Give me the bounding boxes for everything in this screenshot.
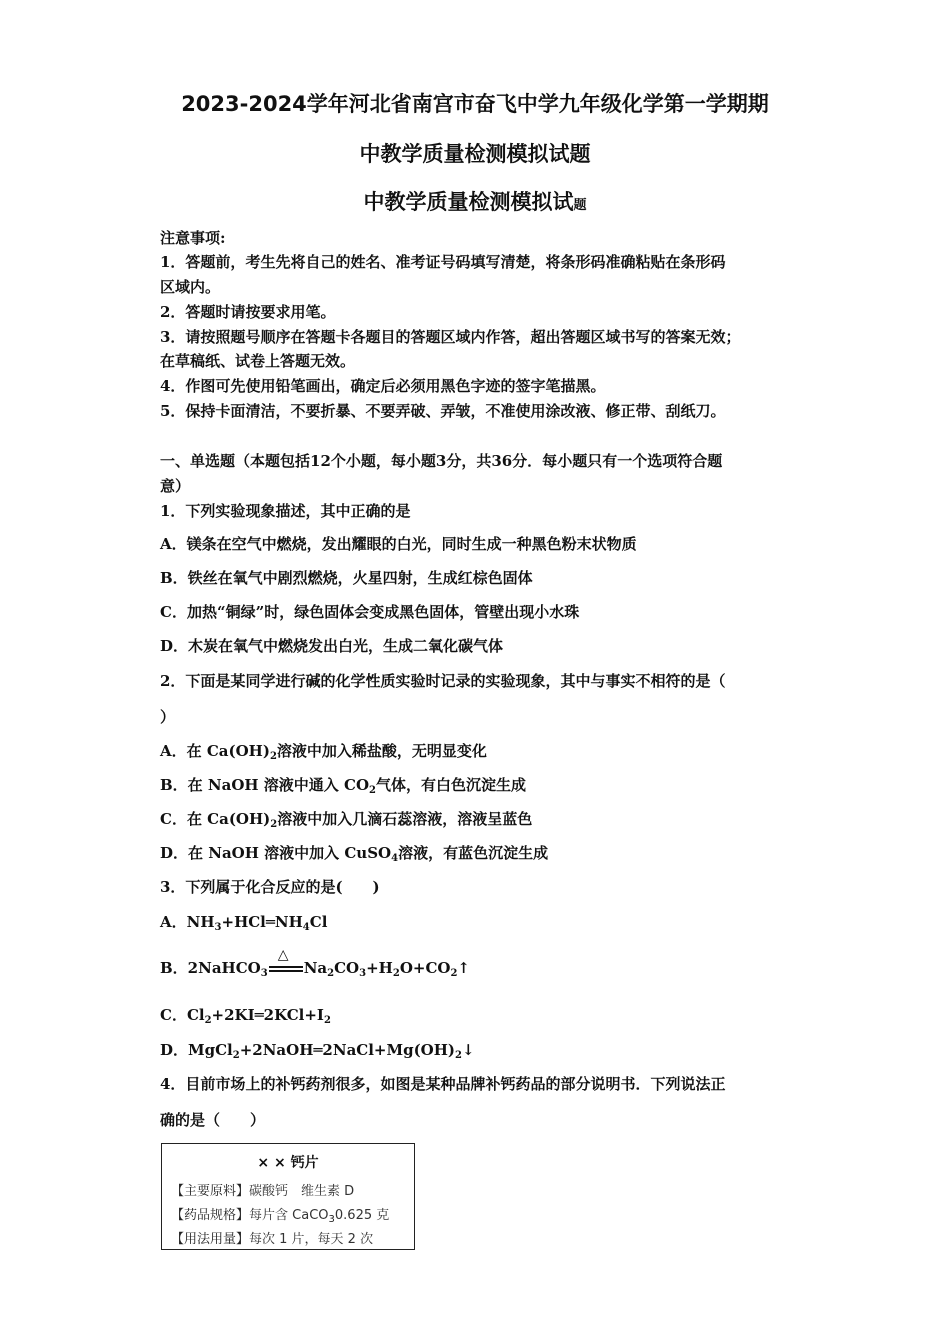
q3-c-s1: 2 xyxy=(204,1015,212,1026)
label-row-dosage xyxy=(171,1228,373,1247)
q3-a-3: Cl xyxy=(309,913,328,931)
q3-b-5: O+CO xyxy=(399,959,451,977)
q1-option-b: B．铁丝在氧气中剧烈燃烧，火星四射，生成红棕色固体 xyxy=(160,569,533,587)
label-row1-value: 碳酸钙 维生素 D xyxy=(249,1184,355,1199)
q2-c-post: 溶液中加入几滴石蕊溶液，溶液呈蓝色 xyxy=(277,810,533,828)
q3-d-2: +2NaOH═2NaCl+Mg(OH) xyxy=(239,1041,456,1059)
q2-option-b xyxy=(160,775,526,795)
q3-b-2: Na xyxy=(303,959,328,977)
note-3b: 在草稿纸、试卷上答题无效。 xyxy=(160,352,356,370)
note-4: 4．作图可先使用铅笔画出，确定后必须用黑色字迹的签字笔描黑。 xyxy=(160,377,606,395)
label-row-ingredients xyxy=(171,1180,354,1199)
q2-d-sub: 4 xyxy=(391,853,399,864)
label-row3-key: 【用法用量】 xyxy=(171,1232,250,1247)
q2-stem-a: 2．下面是某同学进行碱的化学性质实验时记录的实验现象，其中与事实不相符的是（ xyxy=(160,672,726,690)
q2-a-pre: A．在 Ca(OH) xyxy=(160,742,270,760)
q3-a-2: +HCl═NH xyxy=(221,913,303,931)
heating-equals-sign xyxy=(269,947,303,977)
q2-d-pre: D．在 NaOH 溶液中加入 CuSO xyxy=(160,844,392,862)
q3-b-1: B．2NaHCO xyxy=(160,959,261,977)
note-5: 5．保持卡面清洁，不要折暴、不要弄破、弄皱，不准使用涂改液、修正带、刮纸刀。 xyxy=(160,402,726,420)
q1-option-a: A．镁条在空气中燃烧，发出耀眼的白光，同时生成一种黑色粉末状物质 xyxy=(160,535,637,553)
notes-heading: 注意事项: xyxy=(160,229,226,247)
note-1a: 1．答题前，考生先将自己的姓名、准考证号码填写清楚，将条形码准确粘贴在条形码 xyxy=(160,253,726,271)
label-row1-key: 【主要原料】 xyxy=(171,1184,250,1199)
label-title: × × 钙片 xyxy=(257,1155,319,1171)
q3-b-s1: 3 xyxy=(260,968,268,979)
q3-d-s2: 2 xyxy=(455,1050,462,1061)
q3-b-s3: 3 xyxy=(359,968,367,979)
q3-b-4: +H xyxy=(366,959,393,977)
q3-b-6: ↑ xyxy=(457,959,470,977)
q3-option-d xyxy=(160,1040,475,1060)
label-row3-value: 每次 1 片，每天 2 次 xyxy=(249,1232,374,1247)
q2-a-post: 溶液中加入稀盐酸，无明显变化 xyxy=(276,742,487,760)
exam-title-line-1: 2023-2024学年河北省南宫市奋飞中学九年级化学第一学期期 xyxy=(181,92,769,116)
q3-a-s1: 3 xyxy=(214,922,222,933)
label-row2-key: 【药品规格】 xyxy=(171,1208,250,1223)
q3-c-2: +2KI═2KCl+I xyxy=(211,1006,324,1024)
q2-b-sub: 2 xyxy=(369,785,376,796)
title-line-3-small: 题 xyxy=(573,198,587,213)
label-row2-tail: 0.625 克 xyxy=(334,1208,390,1223)
exam-title-line-2: 中教学质量检测模拟试题 xyxy=(359,142,591,166)
delta-heat-symbol: △ xyxy=(277,947,289,963)
q2-option-c xyxy=(160,809,532,829)
equals-bar-top xyxy=(269,966,303,968)
q3-option-a xyxy=(160,912,327,932)
note-2: 2．答题时请按要求用笔。 xyxy=(160,303,336,321)
q2-b-post: 气体，有白色沉淀生成 xyxy=(376,776,527,794)
q2-b-pre: B．在 NaOH 溶液中通入 CO xyxy=(160,776,370,794)
q3-option-b xyxy=(160,947,470,979)
q1-option-c: C．加热“铜绿”时，绿色固体会变成黑色固体，管壁出现小水珠 xyxy=(160,603,580,621)
q3-c-s2: 2 xyxy=(323,1015,331,1026)
q2-option-a xyxy=(160,741,487,761)
q2-option-d xyxy=(160,843,548,863)
q4-stem-a: 4．目前市场上的补钙药剂很多，如图是某种品牌补钙药品的部分说明书．下列说法正 xyxy=(160,1075,726,1093)
label-row2-value: 每片含 CaCO xyxy=(249,1208,329,1223)
q3-c-1: C．Cl xyxy=(160,1006,205,1024)
q3-a-1: A．NH xyxy=(160,913,215,931)
section-heading-b: 意） xyxy=(160,477,191,495)
q3-d-1: D．MgCl xyxy=(160,1041,233,1059)
q2-stem-b: ） xyxy=(160,708,176,726)
label-row-spec xyxy=(171,1204,389,1223)
q4-stem-b: 确的是（ ） xyxy=(160,1111,266,1129)
q2-c-sub: 2 xyxy=(270,819,278,830)
q1-option-d: D．木炭在氧气中燃烧发出白光，生成二氧化碳气体 xyxy=(160,637,504,655)
q3-b-3: CO xyxy=(334,959,360,977)
note-3a: 3．请按照题号顺序在答题卡各题目的答题区域内作答，超出答题区域书写的答案无效； xyxy=(160,328,741,346)
q3-stem: 3．下列属于化合反应的是( ) xyxy=(160,878,380,896)
calcium-tablet-label xyxy=(161,1143,415,1250)
q3-d-3: ↓ xyxy=(462,1041,475,1059)
q3-option-c xyxy=(160,1005,331,1025)
q3-d-s1: 2 xyxy=(232,1050,240,1061)
q2-d-post: 溶液，有蓝色沉淀生成 xyxy=(398,844,549,862)
equals-bar-bottom xyxy=(269,970,303,972)
note-1b: 区域内。 xyxy=(160,278,221,296)
q3-b-s4: 2 xyxy=(392,968,400,979)
q1-stem: 1．下列实验现象描述，其中正确的是 xyxy=(160,502,411,520)
section-heading-a: 一、单选题（本题包括12个小题，每小题3分，共36分．每小题只有一个选项符合题 xyxy=(160,452,723,470)
exam-title-line-3 xyxy=(0,186,950,216)
q3-b-s5: 2 xyxy=(450,968,458,979)
q2-c-pre: C．在 Ca(OH) xyxy=(160,810,271,828)
label-row2-sub: 3 xyxy=(328,1214,335,1225)
title-line-3-main: 中教学质量检测模拟试 xyxy=(363,190,574,214)
q3-b-s2: 2 xyxy=(327,968,335,979)
q2-a-sub: 2 xyxy=(269,751,277,762)
q3-a-s2: 4 xyxy=(302,922,310,933)
